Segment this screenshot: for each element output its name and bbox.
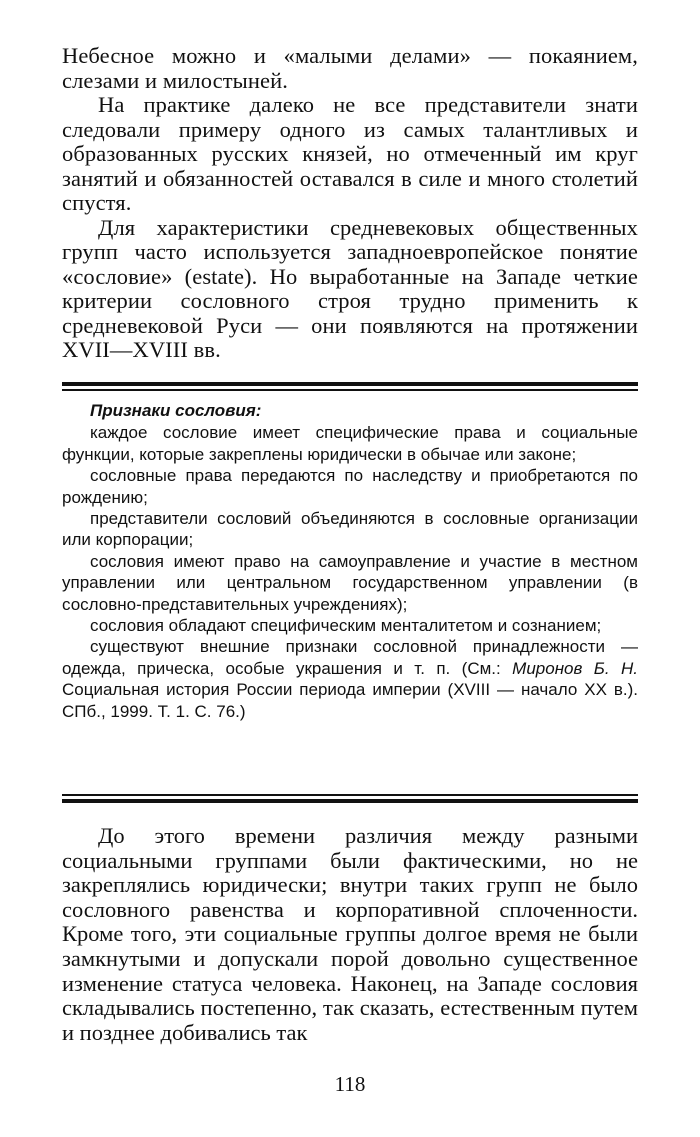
list-item: представители сословий объединяются в сословные организации или корпорации; xyxy=(62,509,638,550)
paragraph: Небесное можно и «малыми делами» — покаянием, слезами и милостыней. xyxy=(62,43,638,93)
box-top-rule-thick xyxy=(62,382,638,386)
main-text-top xyxy=(62,44,638,363)
list-item: сословия обладают специфическим менталитетом и сознанием; xyxy=(90,616,602,636)
box-bottom-rule-thin xyxy=(62,794,638,796)
features-list xyxy=(62,422,638,722)
list-item: сословия имеют право на самоуправление и участие в местном управлении или центральном государственном управлении (в сословно-представительных учреждениях); xyxy=(62,551,638,614)
box-top-rule-thin xyxy=(62,389,638,391)
paragraph: До этого времени различия между разными социальными группами были фактическими, но не закреплялись юридически; внутри таких групп не было сословного равенства и корпоративной сплоченности. Кроме того, эти социальные группы долгое время не были замкнутыми и допускали порой довольно существенное изменение статуса человека. Наконец, на Западе сословия складывались постепенно, так сказать, естественным путем и позднее добивались так xyxy=(62,823,638,1045)
estate-features-box xyxy=(62,400,638,722)
paragraph: Для характеристики средневековых общественных групп часто используется западноевропейское понятие «сословие» (estate). Но выработанные на Западе четкие критерии сословного строя трудно применить к средневековой Руси — они появляются на протяжении XVII—XVIII вв. xyxy=(62,214,638,362)
box-title: Признаки сословия: xyxy=(90,401,262,420)
main-text-bottom xyxy=(62,824,638,1045)
paragraph: На практике далеко не все представители знати следовали примеру одного из самых талантливых и образованных русских князей, но отмеченный им круг занятий и обязанностей оставался в силе и много столетий спустя. xyxy=(62,92,638,215)
list-item: каждое сословие имеет специфические права и социальные функции, которые закреплены юридически в обычае или законе; xyxy=(62,423,638,464)
page-number: 118 xyxy=(334,1072,366,1096)
citation-text: существуют внешние признаки сословной принадлежности — одежда, прическа, особые украшения и т. п. (См.: xyxy=(62,637,638,678)
citation-source: Социальная история России периода империи (XVIII — начало XX в.). СПб., 1999. Т. 1. С. 76.) xyxy=(62,680,638,721)
list-item: сословные права передаются по наследству и приобретаются по рождению; xyxy=(62,466,638,507)
citation-author: Миронов Б. Н. xyxy=(512,658,638,678)
list-item xyxy=(62,636,638,722)
box-bottom-rule-thick xyxy=(62,799,638,803)
